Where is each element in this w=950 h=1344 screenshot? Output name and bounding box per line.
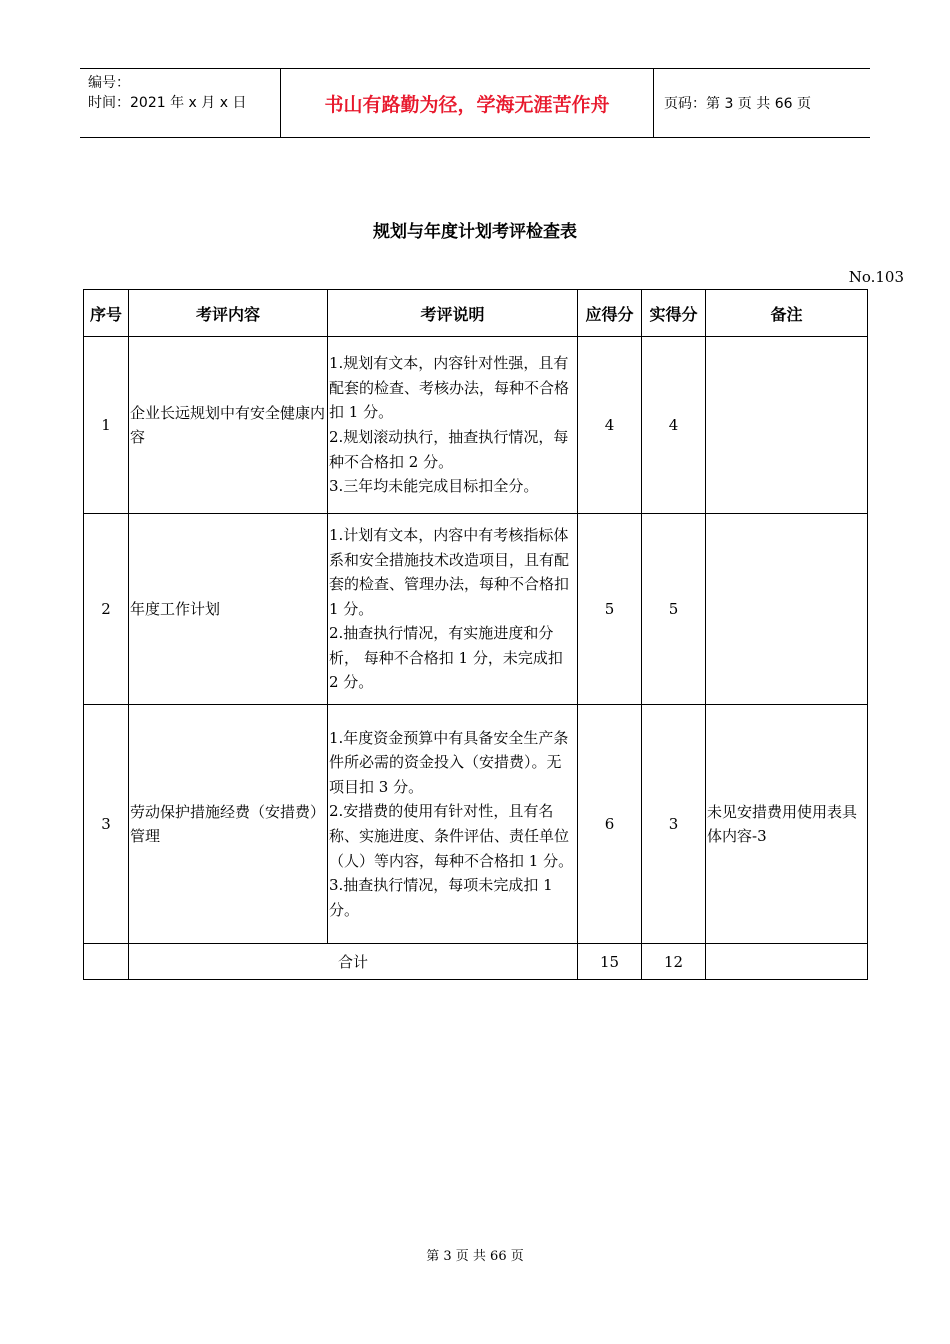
- table-row: [84, 514, 868, 705]
- row-description: [328, 705, 578, 944]
- header-description: 考评说明: [328, 290, 578, 337]
- row-seq: 1: [84, 337, 129, 514]
- row-actual-score: 3: [642, 705, 706, 944]
- header-actual-score: 实得分: [642, 290, 706, 337]
- table-header-row: [84, 290, 868, 337]
- row-seq: 2: [84, 514, 129, 705]
- header-should-score: 应得分: [578, 290, 642, 337]
- table-row: [84, 705, 868, 944]
- document-title: 规划与年度计划考评检查表: [373, 222, 577, 242]
- description-line: 2.抽查执行情况，有实施进度和分析， 每种不合格扣 1 分，未完成扣 2 分。: [329, 624, 563, 692]
- description-line: 3.抽查执行情况，每项未完成扣 1 分。: [329, 876, 553, 919]
- evaluation-table: [83, 289, 868, 980]
- row-description: [328, 337, 578, 514]
- description-line: 2.规划滚动执行，抽查执行情况，每种不合格扣 2 分。: [329, 428, 569, 471]
- row-description: [328, 514, 578, 705]
- row-seq: 3: [84, 705, 129, 944]
- page-footer: 第 3 页 共 66 页: [426, 1249, 524, 1264]
- table-row: [84, 337, 868, 514]
- total-should-score: 15: [578, 944, 642, 980]
- total-row: [84, 944, 868, 980]
- row-should-score: 6: [578, 705, 642, 944]
- row-content: 年度工作计划: [129, 514, 328, 705]
- header-meta: [80, 69, 281, 137]
- header-note: 备注: [706, 290, 868, 337]
- row-content: 企业长远规划中有安全健康内容: [129, 337, 328, 514]
- header-page-info: 页码：第 3 页 共 66 页: [664, 96, 811, 112]
- total-note-empty: [706, 944, 868, 980]
- row-content: 劳动保护措施经费（安措费）管理: [129, 705, 328, 944]
- description-line: 1.年度资金预算中有具备安全生产条件所必需的资金投入（安措费）。无项目扣 3 分。: [329, 728, 569, 796]
- description-line: 1.计划有文本，内容中有考核指标体系和安全措施技术改造项目，且有配套的检查、管理办法，每种不合格扣 1 分。: [329, 525, 570, 618]
- header-seq: 序号: [84, 290, 129, 337]
- time-label: 时间：2021 年 x 月 x 日: [88, 95, 247, 111]
- total-actual-score: 12: [642, 944, 706, 980]
- row-note: 未见安措费用使用表具体内容-3: [706, 705, 868, 944]
- description-line: 2.安措费的使用有针对性，且有名称、实施进度、条件评估、责任单位（人）等内容，每种不合格扣 1 分。: [329, 802, 574, 870]
- document-number: No.103: [848, 268, 904, 286]
- description-line: 3.三年均未能完成目标扣全分。: [329, 477, 539, 496]
- row-actual-score: 5: [642, 514, 706, 705]
- header-content: 考评内容: [129, 290, 328, 337]
- page-header: [80, 68, 870, 138]
- row-actual-score: 4: [642, 337, 706, 514]
- row-note: [706, 337, 868, 514]
- row-should-score: 4: [578, 337, 642, 514]
- number-label: 编号：: [88, 75, 130, 91]
- description-line: 1.规划有文本，内容针对性强，且有配套的检查、考核办法，每种不合格扣 1 分。: [329, 354, 570, 422]
- row-should-score: 5: [578, 514, 642, 705]
- header-motto: 书山有路勤为径，学海无涯苦作舟: [281, 69, 654, 137]
- total-seq-empty: [84, 944, 129, 980]
- total-label: 合计: [129, 944, 578, 980]
- row-note: [706, 514, 868, 705]
